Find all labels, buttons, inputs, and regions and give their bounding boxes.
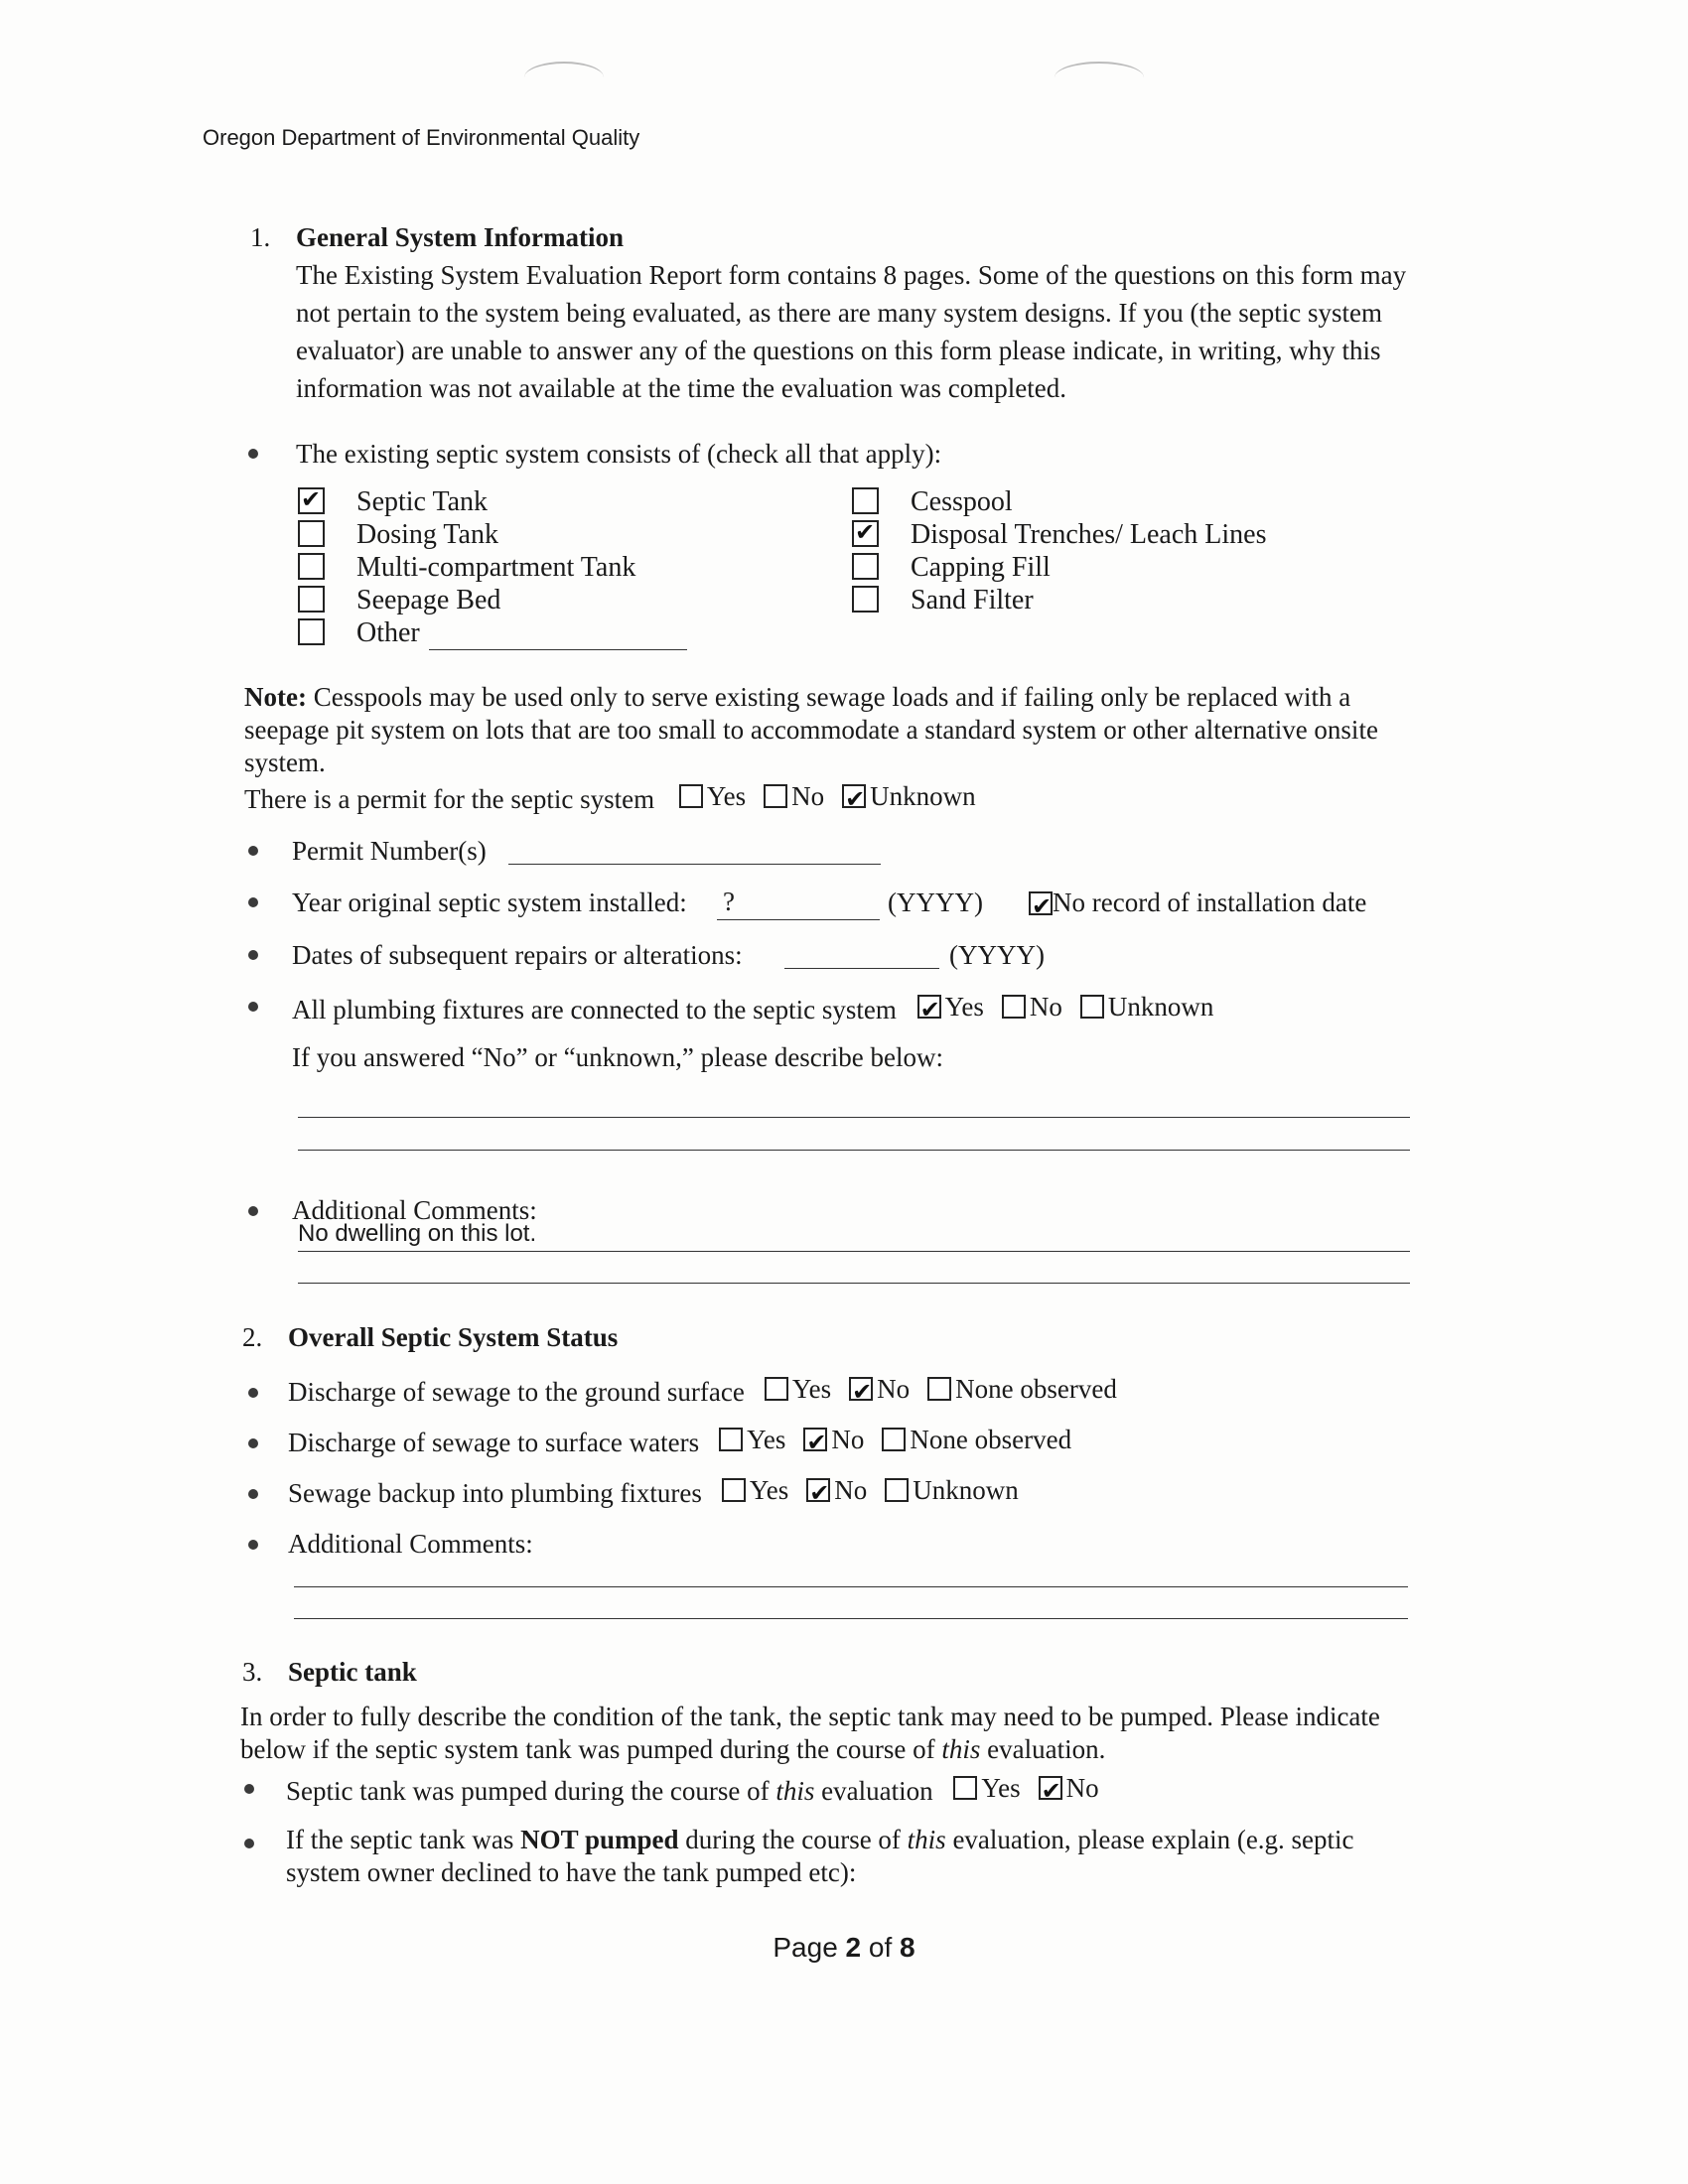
note-text: Cesspools may be used only to serve existing sewage loads and if failing only be replaced with a seepage pit system on lots that are too small to accommodate a standard system or other alternative onsite system. bbox=[244, 682, 1378, 777]
page-number bbox=[0, 1932, 1688, 1964]
status-yes-option-label: Yes bbox=[747, 1425, 786, 1454]
no-record-option[interactable] bbox=[1029, 884, 1366, 921]
component-label: Other bbox=[356, 617, 420, 648]
status-no-option-checkbox[interactable] bbox=[806, 1478, 830, 1502]
comments-line-1[interactable] bbox=[298, 1251, 1410, 1252]
page-current: 2 bbox=[845, 1932, 862, 1963]
plumbing-no-option[interactable] bbox=[1002, 988, 1062, 1025]
status-yes-option-label: Yes bbox=[749, 1475, 789, 1505]
status-questions bbox=[242, 1370, 1434, 1529]
status-yes-option[interactable] bbox=[765, 1370, 831, 1408]
page-prefix: Page bbox=[773, 1932, 846, 1963]
not-pumped-a: If the septic tank was bbox=[286, 1825, 521, 1854]
component-label: Septic Tank bbox=[356, 486, 489, 517]
section3-title: Septic tank bbox=[288, 1657, 417, 1687]
status-no-option[interactable] bbox=[849, 1370, 910, 1408]
bullet bbox=[248, 1002, 258, 1012]
pumped-yes-option[interactable] bbox=[953, 1769, 1020, 1807]
punch-mark-left bbox=[524, 62, 604, 93]
section3-intro-b: evaluation. bbox=[980, 1734, 1106, 1764]
bullet bbox=[248, 449, 258, 459]
status-none-observed-option-checkbox[interactable] bbox=[882, 1428, 906, 1451]
bullet bbox=[248, 1388, 258, 1398]
status-question-text: Discharge of sewage to surface waters bbox=[288, 1428, 700, 1457]
component-label: Sand Filter bbox=[911, 585, 1034, 615]
pumped-question-b: evaluation bbox=[814, 1776, 933, 1806]
status-no-option-label: No bbox=[831, 1425, 865, 1454]
not-pumped-c: evaluation, please explain (e.g. septic system owner declined to have the tank pumped etc): bbox=[286, 1825, 1354, 1887]
permit-no-option[interactable] bbox=[764, 777, 824, 815]
plumbing-yes-option-checkbox[interactable] bbox=[917, 995, 941, 1019]
component-option[interactable] bbox=[852, 551, 1051, 584]
status-yes-option-label: Yes bbox=[791, 1374, 832, 1404]
not-pumped-em: this bbox=[907, 1825, 946, 1854]
no-record-checkbox[interactable] bbox=[1029, 891, 1053, 915]
s2-comments-line-1[interactable] bbox=[294, 1586, 1408, 1587]
plumbing-options bbox=[917, 992, 1232, 1024]
status-yes-option-checkbox[interactable] bbox=[719, 1428, 743, 1451]
not-pumped-bold: NOT pumped bbox=[520, 1825, 679, 1854]
status-no-option-label: No bbox=[877, 1374, 911, 1404]
permit-number-label: Permit Number(s) bbox=[292, 836, 487, 866]
describe-line-2[interactable] bbox=[298, 1150, 1410, 1151]
status-unknown-option-label: Unknown bbox=[913, 1475, 1019, 1505]
not-pumped-prompt bbox=[286, 1824, 1418, 1889]
plumbing-unknown-option-label: Unknown bbox=[1107, 992, 1214, 1022]
permit-number-field[interactable] bbox=[508, 864, 881, 865]
component-option[interactable] bbox=[298, 584, 500, 616]
section2-number: 2. bbox=[242, 1322, 263, 1352]
component-checkbox[interactable] bbox=[852, 487, 879, 514]
describe-line-1[interactable] bbox=[298, 1117, 1410, 1118]
status-yes-option[interactable] bbox=[722, 1471, 788, 1509]
status-none-observed-option-label: None observed bbox=[910, 1425, 1072, 1454]
plumbing-yes-option[interactable] bbox=[917, 988, 984, 1025]
permit-question-row bbox=[244, 777, 994, 818]
component-option[interactable] bbox=[298, 485, 488, 518]
status-yes-option-checkbox[interactable] bbox=[722, 1478, 746, 1502]
status-unknown-option[interactable] bbox=[885, 1471, 1019, 1509]
comments-line-2[interactable] bbox=[298, 1283, 1410, 1284]
component-checkbox[interactable] bbox=[298, 520, 325, 547]
status-none-observed-option-label: None observed bbox=[955, 1374, 1117, 1404]
status-no-option[interactable] bbox=[803, 1421, 864, 1458]
section1-title: General System Information bbox=[296, 222, 624, 252]
section3-number: 3. bbox=[242, 1657, 263, 1687]
permit-options bbox=[679, 781, 994, 814]
permit-yes-option-checkbox[interactable] bbox=[679, 784, 703, 808]
status-yes-option[interactable] bbox=[719, 1421, 785, 1458]
permit-yes-option-label: Yes bbox=[706, 781, 747, 811]
status-unknown-option-checkbox[interactable] bbox=[885, 1478, 909, 1502]
status-none-observed-option-checkbox[interactable] bbox=[927, 1377, 951, 1401]
plumbing-yes-option-label: Yes bbox=[944, 992, 984, 1022]
status-question-row bbox=[242, 1471, 1037, 1512]
repairs-date-field[interactable] bbox=[784, 968, 939, 969]
bullet bbox=[248, 1540, 258, 1550]
section3-intro-a: In order to fully describe the condition of the tank, the septic tank may need to be pumped. Please indicate below if the septic system tank was pumped during the course of bbox=[240, 1702, 1380, 1764]
section2-title: Overall Septic System Status bbox=[288, 1322, 619, 1352]
section1-comments-value[interactable]: No dwelling on this lot. bbox=[298, 1220, 537, 1247]
status-no-option-checkbox[interactable] bbox=[849, 1377, 873, 1401]
component-option[interactable] bbox=[298, 551, 635, 584]
plumbing-question: All plumbing fixtures are connected to the septic system bbox=[292, 995, 897, 1024]
note-label: Note: bbox=[244, 682, 307, 712]
pumped-question-a: Septic tank was pumped during the course of bbox=[286, 1776, 776, 1806]
consists-prompt: The existing septic system consists of (check all that apply): bbox=[296, 439, 942, 469]
plumbing-row bbox=[292, 988, 1231, 1028]
permit-unknown-option[interactable] bbox=[842, 777, 976, 815]
section1-comments-label: Additional Comments: bbox=[292, 1195, 537, 1225]
pumped-no-option[interactable] bbox=[1039, 1769, 1099, 1807]
no-record-label: No record of installation date bbox=[1053, 887, 1367, 917]
section3-intro-em: this bbox=[941, 1734, 981, 1764]
status-no-option-label: No bbox=[834, 1475, 868, 1505]
agency-header: Oregon Department of Environmental Quality bbox=[203, 125, 640, 150]
status-question-text: Sewage backup into plumbing fixtures bbox=[288, 1478, 702, 1508]
component-checkbox[interactable] bbox=[298, 553, 325, 580]
components-left-list bbox=[298, 485, 794, 654]
cesspool-note bbox=[244, 681, 1436, 779]
component-option[interactable] bbox=[852, 518, 1267, 551]
year-installed-label: Year original septic system installed: bbox=[292, 887, 687, 917]
component-label: Disposal Trenches/ Leach Lines bbox=[911, 519, 1267, 550]
other-blank-line[interactable] bbox=[429, 649, 687, 650]
component-label: Multi-compartment Tank bbox=[356, 552, 636, 583]
describe-prompt: If you answered “No” or “unknown,” please describe below: bbox=[292, 1042, 944, 1072]
year-installed-value: ? bbox=[723, 887, 735, 916]
status-no-option-checkbox[interactable] bbox=[803, 1428, 827, 1451]
repairs-format: (YYYY) bbox=[949, 940, 1045, 970]
pumped-question-em: this bbox=[775, 1776, 815, 1806]
punch-mark-right bbox=[1055, 62, 1144, 93]
component-checkbox[interactable] bbox=[298, 618, 325, 645]
section1-number: 1. bbox=[250, 222, 271, 252]
pumped-row bbox=[286, 1769, 1117, 1810]
repairs-label: Dates of subsequent repairs or alterations: bbox=[292, 940, 743, 970]
permit-no-option-label: No bbox=[791, 781, 825, 811]
component-checkbox[interactable] bbox=[852, 553, 879, 580]
permit-yes-option[interactable] bbox=[679, 777, 746, 815]
component-option[interactable] bbox=[852, 485, 1013, 518]
component-checkbox[interactable] bbox=[298, 487, 325, 514]
component-label: Capping Fill bbox=[911, 552, 1051, 583]
pumped-no-option-label: No bbox=[1065, 1773, 1099, 1803]
component-checkbox[interactable] bbox=[852, 520, 879, 547]
component-label: Dosing Tank bbox=[356, 519, 498, 550]
component-option[interactable] bbox=[852, 584, 1034, 616]
status-yes-option-checkbox[interactable] bbox=[765, 1377, 788, 1401]
status-question-row bbox=[242, 1421, 1089, 1461]
status-question-text: Discharge of sewage to the ground surface bbox=[288, 1377, 745, 1407]
page-total: 8 bbox=[900, 1932, 915, 1963]
bullet bbox=[244, 1784, 254, 1794]
year-installed-field[interactable] bbox=[717, 884, 880, 920]
status-none-observed-option[interactable] bbox=[882, 1421, 1071, 1458]
component-checkbox[interactable] bbox=[298, 586, 325, 613]
plumbing-unknown-option-checkbox[interactable] bbox=[1080, 995, 1104, 1019]
bullet bbox=[248, 950, 258, 960]
bullet bbox=[244, 1839, 254, 1848]
bullet bbox=[248, 1438, 258, 1448]
bullet bbox=[248, 1489, 258, 1499]
permit-question: There is a permit for the septic system bbox=[244, 784, 655, 814]
section1-intro: The Existing System Evaluation Report form contains 8 pages. Some of the questions on this form may not pertain to the system being evaluated, as there are many system designs. If you (the septic system evaluator) are unable to answer any of the questions on this form please indicate, in writing, why this information was not available at the time the evaluation was completed. bbox=[296, 260, 1407, 403]
permit-no-option-checkbox[interactable] bbox=[764, 784, 787, 808]
component-checkbox[interactable] bbox=[852, 586, 879, 613]
bullet bbox=[248, 897, 258, 907]
section2-comments-label: Additional Comments: bbox=[288, 1529, 533, 1559]
bullet bbox=[248, 1206, 258, 1216]
section3-intro bbox=[240, 1701, 1402, 1766]
pumped-yes-option-checkbox[interactable] bbox=[953, 1776, 977, 1800]
status-question-row bbox=[242, 1370, 1135, 1411]
pumped-yes-option-label: Yes bbox=[981, 1773, 1021, 1803]
status-none-observed-option[interactable] bbox=[927, 1370, 1117, 1408]
component-label: Cesspool bbox=[911, 486, 1013, 517]
s2-comments-line-2[interactable] bbox=[294, 1618, 1408, 1619]
component-option[interactable] bbox=[298, 616, 420, 649]
plumbing-no-option-checkbox[interactable] bbox=[1002, 995, 1026, 1019]
pumped-options bbox=[953, 1773, 1116, 1806]
component-label: Seepage Bed bbox=[356, 585, 501, 615]
page-of: of bbox=[861, 1932, 901, 1963]
bullet bbox=[248, 846, 258, 856]
status-no-option[interactable] bbox=[806, 1471, 867, 1509]
plumbing-no-option-label: No bbox=[1029, 992, 1062, 1022]
permit-unknown-option-label: Unknown bbox=[870, 781, 976, 811]
plumbing-unknown-option[interactable] bbox=[1080, 988, 1214, 1025]
year-format: (YYYY) bbox=[888, 887, 983, 917]
not-pumped-b: during the course of bbox=[678, 1825, 908, 1854]
components-right-list bbox=[852, 485, 1408, 624]
component-option[interactable] bbox=[298, 518, 498, 551]
permit-unknown-option-checkbox[interactable] bbox=[842, 784, 866, 808]
pumped-no-option-checkbox[interactable] bbox=[1039, 1776, 1062, 1800]
